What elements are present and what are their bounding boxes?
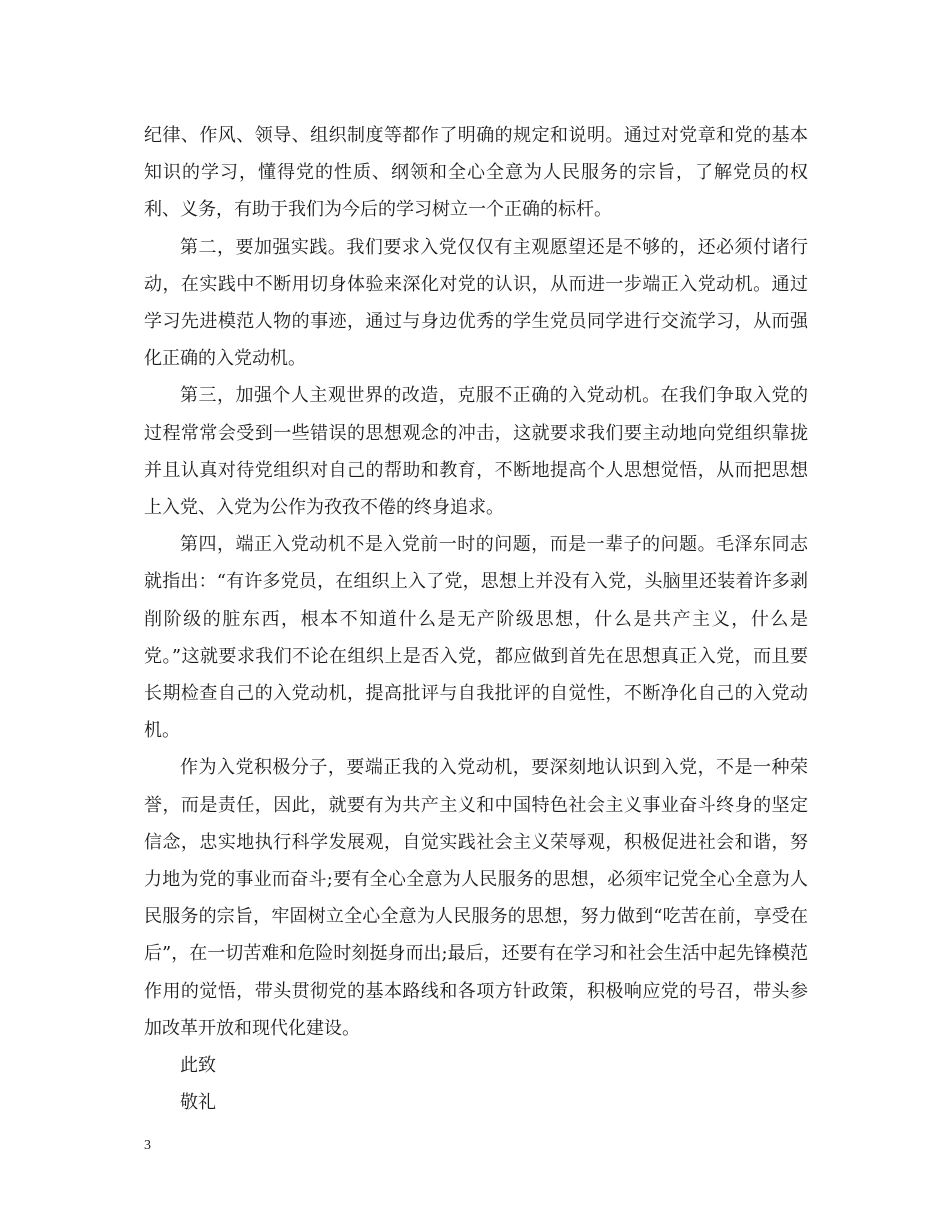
- closing-salutation: 此致: [180, 1055, 216, 1077]
- paragraph-conclusion: 作为入党积极分子，要端正我的入党动机，要深刻地认识到入党，不是一种荣誉，而是责任，因此，就要有为共产主义和中国特色社会主义事业奋斗终身的坚定信念，忠实地执行科学发展观，自觉实践社会主义荣辱观，积极促进社会和谐，努力地为党的事业而奋斗;要有全心全意为人民服务的思想，必须牢记党全心全意为人民服务的宗旨，牢固树立全心全意为人民服务的思想，努力做到“吃苦在前，享受在后”，在一切苦难和危险时刻挺身而出;最后，还要有在学习和社会生活中起先锋模范作用的觉悟，带头贯彻党的基本路线和各项方针政策，积极响应党的号召，带头参加改革开放和现代化建设。: [144, 757, 808, 1039]
- paragraph-fourth-point: 第四，端正入党动机不是入党前一时的问题，而是一辈子的问题。毛泽东同志就指出：“有许多党员，在组织上入了党，思想上并没有入党，头脑里还装着许多剥削阶级的脏东西，根本不知道什么是无产阶级思想，什么是共产主义，什么是党。”这就要求我们不论在组织上是否入党，都应做到首先在思想真正入党，而且要长期检查自己的入党动机，提高批评与自我批评的自觉性，不断净化自己的入党动机。: [144, 534, 808, 742]
- paragraph-second-point: 第二，要加强实践。我们要求入党仅仅有主观愿望还是不够的，还必须付诸行动，在实践中不断用切身体验来深化对党的认识，从而进一步端正入党动机。通过学习先进模范人物的事迹，通过与身边优秀的学生党员同学进行交流学习，从而强化正确的入党动机。: [144, 236, 808, 370]
- paragraph-third-point: 第三，加强个人主观世界的改造，克服不正确的入党动机。在我们争取入党的过程常常会受到一些错误的思想观念的冲击，这就要求我们要主动地向党组织靠拢并且认真对待党组织对自己的帮助和教育，不断地提高个人思想觉悟，从而把思想上入党、入党为公作为孜孜不倦的终身追求。: [144, 385, 808, 519]
- page-number: 3: [144, 1138, 151, 1153]
- paragraph-continuation: 纪律、作风、领导、组织制度等都作了明确的规定和说明。通过对党章和党的基本知识的学习，懂得党的性质、纲领和全心全意为人民服务的宗旨，了解党员的权利、义务，有助于我们为今后的学习树立一个正确的标杆。: [144, 125, 808, 221]
- document-body: [144, 117, 808, 1121]
- closing-regards: 敬礼: [180, 1092, 216, 1114]
